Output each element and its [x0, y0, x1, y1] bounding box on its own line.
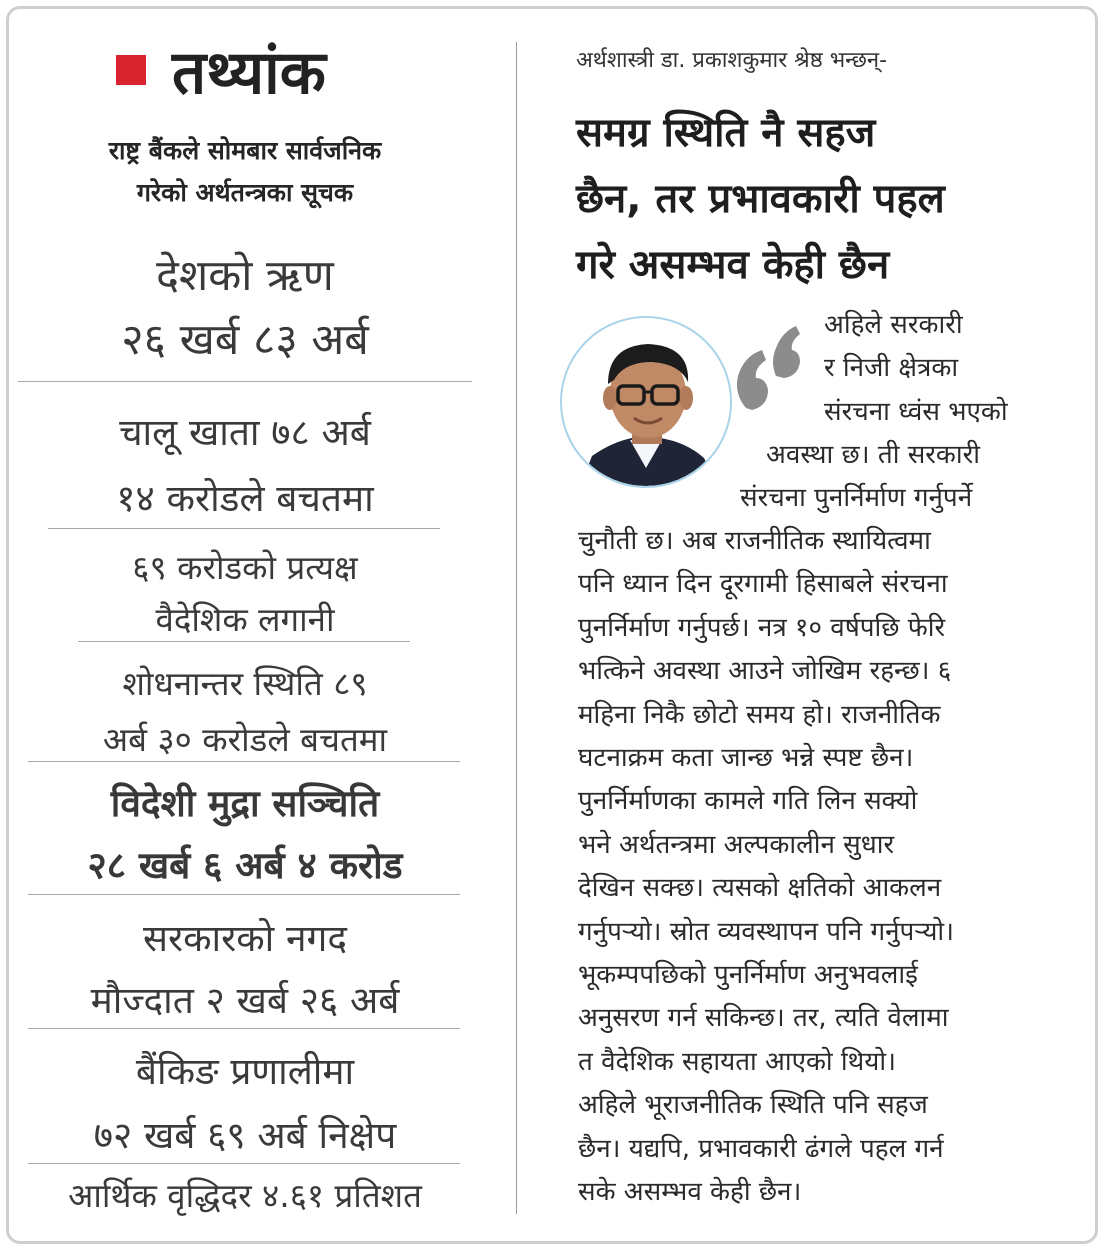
stat-divider — [18, 381, 472, 382]
stat-line: २८ खर्ब ६ अर्ब ४ करोड — [87, 844, 403, 887]
stat-bank-deposit — [14, 1040, 476, 1168]
stat-line: मौज्दात २ खर्ब २६ अर्ब — [90, 979, 400, 1022]
stat-line: वैदेशिक लगानी — [155, 600, 335, 639]
stat-current-account — [14, 400, 476, 532]
stat-line: सरकारको नगद — [142, 917, 348, 960]
facts-subtitle-line: गरेको अर्थतन्त्रका सूचक — [136, 178, 354, 207]
body-line: घटनाक्रम कता जान्छ भन्ने स्पष्ट छैन। — [578, 743, 914, 774]
body-line: पुनर्निर्माण गर्नुपर्छ। नत्र १० वर्षपछि फेरि — [578, 612, 946, 643]
body-line: अवस्था छ। ती सरकारी — [766, 440, 980, 470]
article-body — [578, 520, 954, 1215]
facts-subtitle — [14, 130, 476, 214]
stat-line: चालू खाता ७८ अर्ब — [119, 411, 371, 454]
body-line: भने अर्थतन्त्रमा अल्पकालीन सुधार — [578, 829, 895, 860]
body-line: संरचना ध्वंस भएको — [824, 396, 1008, 427]
stat-line: देशको ऋण — [156, 251, 334, 301]
facts-subtitle-line: राष्ट्र बैंकले सोमबार सार्वजनिक — [108, 136, 382, 165]
stat-line: १४ करोडले बचतमा — [116, 477, 374, 520]
article-body-wrap-low — [740, 477, 972, 520]
body-line: भत्किने अवस्था आउने जोखिम रहन्छ। ६ — [578, 656, 952, 687]
interview-kicker: अर्थशास्त्री डा. प्रकाशकुमार श्रेष्ठ भन्छन्- — [576, 48, 888, 73]
stat-line: अर्ब ३० करोडले बचतमा — [102, 720, 388, 759]
stat-line: ७२ खर्ब ६९ अर्ब निक्षेप — [93, 1114, 397, 1157]
quote-mark-icon — [732, 316, 802, 416]
stat-line: आर्थिक वृद्धिदर ४.६१ प्रतिशत — [68, 1176, 422, 1215]
stat-national-debt — [14, 244, 476, 372]
body-line: छैन। यद्यपि, प्रभावकारी ढंगले पहल गर्न — [578, 1133, 944, 1164]
stat-divider — [78, 641, 410, 642]
stat-line: बैंकिङ प्रणालीमा — [135, 1050, 355, 1093]
stat-forex-reserve — [14, 773, 476, 897]
article-body-wrap-top — [824, 304, 1008, 434]
stat-line: ६९ करोडको प्रत्यक्ष — [132, 548, 358, 587]
body-line: महिना निकै छोटो समय हो। राजनीतिक — [578, 699, 941, 730]
body-line: चुनौती छ। अब राजनीतिक स्थायित्वमा — [578, 526, 931, 556]
stat-line: विदेशी मुद्रा सञ्चिति — [110, 782, 380, 825]
article-body-wrap-mid — [766, 434, 980, 477]
body-line: संरचना पुनर्निर्माण गर्नुपर्ने — [740, 483, 973, 513]
body-line: गर्नुपर्‍यो। स्रोत व्यवस्थापन पनि गर्नुपर्‍यो। — [578, 916, 955, 947]
body-line: पनि ध्यान दिन दूरगामी हिसाबले संरचना — [578, 569, 948, 600]
stat-fdi — [14, 542, 476, 646]
headline-line: गरे असम्भव केही छैन — [576, 242, 890, 288]
headline-line: समग्र स्थिति नै सहज — [576, 110, 876, 156]
section-tag — [116, 30, 326, 110]
body-line: अहिले सरकारी — [824, 310, 963, 340]
body-line: र निजी क्षेत्रका — [824, 353, 959, 384]
economist-portrait — [560, 316, 732, 488]
stat-divider — [28, 1028, 460, 1029]
headline-line: छैन, तर प्रभावकारी पहल — [576, 176, 945, 222]
stat-divider — [48, 528, 440, 529]
body-line: अनुसरण गर्न सकिन्छ। तर, त्यति वेलामा — [578, 1003, 949, 1034]
stat-govt-cash — [14, 908, 476, 1032]
body-line: पुनर्निर्माणका कामले गति लिन सक्यो — [578, 786, 918, 817]
stat-growth-rate — [14, 1168, 476, 1224]
red-square-icon — [116, 55, 146, 85]
stat-balance-of-payments — [14, 656, 476, 768]
body-line: भूकम्पपछिको पुनर्निर्माण अनुभवलाई — [578, 960, 918, 991]
body-line: सके असम्भव केही छैन। — [578, 1177, 802, 1208]
body-line: त वैदेशिक सहायता आएको थियो। — [578, 1046, 896, 1077]
article-headline — [576, 100, 1076, 298]
person-portrait-icon — [562, 318, 730, 486]
stat-divider — [28, 1163, 460, 1164]
section-tag-label: तथ्यांक — [172, 38, 326, 108]
body-line: देखिन सक्छ। त्यसको क्षतिको आकलन — [578, 873, 942, 904]
stat-line: शोधनान्तर स्थिति ८९ — [122, 664, 368, 703]
stat-line: २६ खर्ब ८३ अर्ब — [121, 315, 369, 365]
column-divider — [516, 42, 517, 1214]
stat-divider — [28, 894, 460, 895]
stat-divider — [28, 761, 460, 762]
body-line: अहिले भूराजनीतिक स्थिति पनि सहज — [578, 1090, 928, 1121]
